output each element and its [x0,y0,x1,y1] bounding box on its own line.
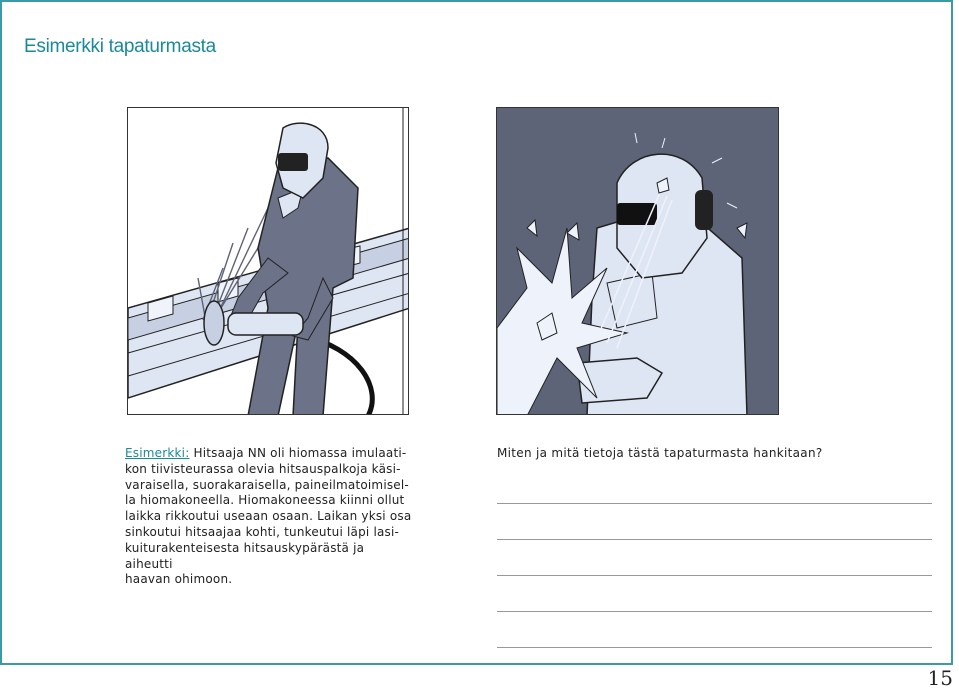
question-text: Miten ja mitä tietoja tästä tapaturmasta hankitaan? [497,446,823,460]
page-title: Esimerkki tapaturmasta [24,36,216,57]
example-line-2: kon tiivisteurassa olevia hitsauspalkoja käsi- [125,461,401,476]
example-line-8: haavan ohimoon. [125,572,233,587]
example-line-5: laikka rikkoutui useaan osaan. Laikan yksi osa [125,509,412,524]
grinding-worker-illustration [128,108,409,415]
answer-line[interactable] [497,503,932,504]
illustration-grinding [127,107,409,415]
answer-line[interactable] [497,575,932,576]
injury-closeup-illustration [497,108,779,415]
illustration-injury [496,107,779,415]
example-label: Esimerkki: [125,446,190,460]
example-line-1: Hitsaaja NN oli hiomassa imulaati- [189,446,407,460]
page-number: 15 [927,666,953,690]
example-line-3: varaisella, suorakaraisella, paineilmatoimisel- [125,477,409,492]
example-line-6: sinkoutui hitsaajaa kohti, tunkeutui läpi lasi- [125,524,400,539]
example-text [125,446,415,588]
example-line-4: la hiomakoneella. Hiomakoneessa kiinni ollut [125,493,405,508]
answer-line[interactable] [497,539,932,540]
answer-line[interactable] [497,611,932,612]
answer-line[interactable] [497,647,932,648]
example-line-7: kuiturakenteisesta hitsauskypärästä ja aiheutti [125,540,365,571]
